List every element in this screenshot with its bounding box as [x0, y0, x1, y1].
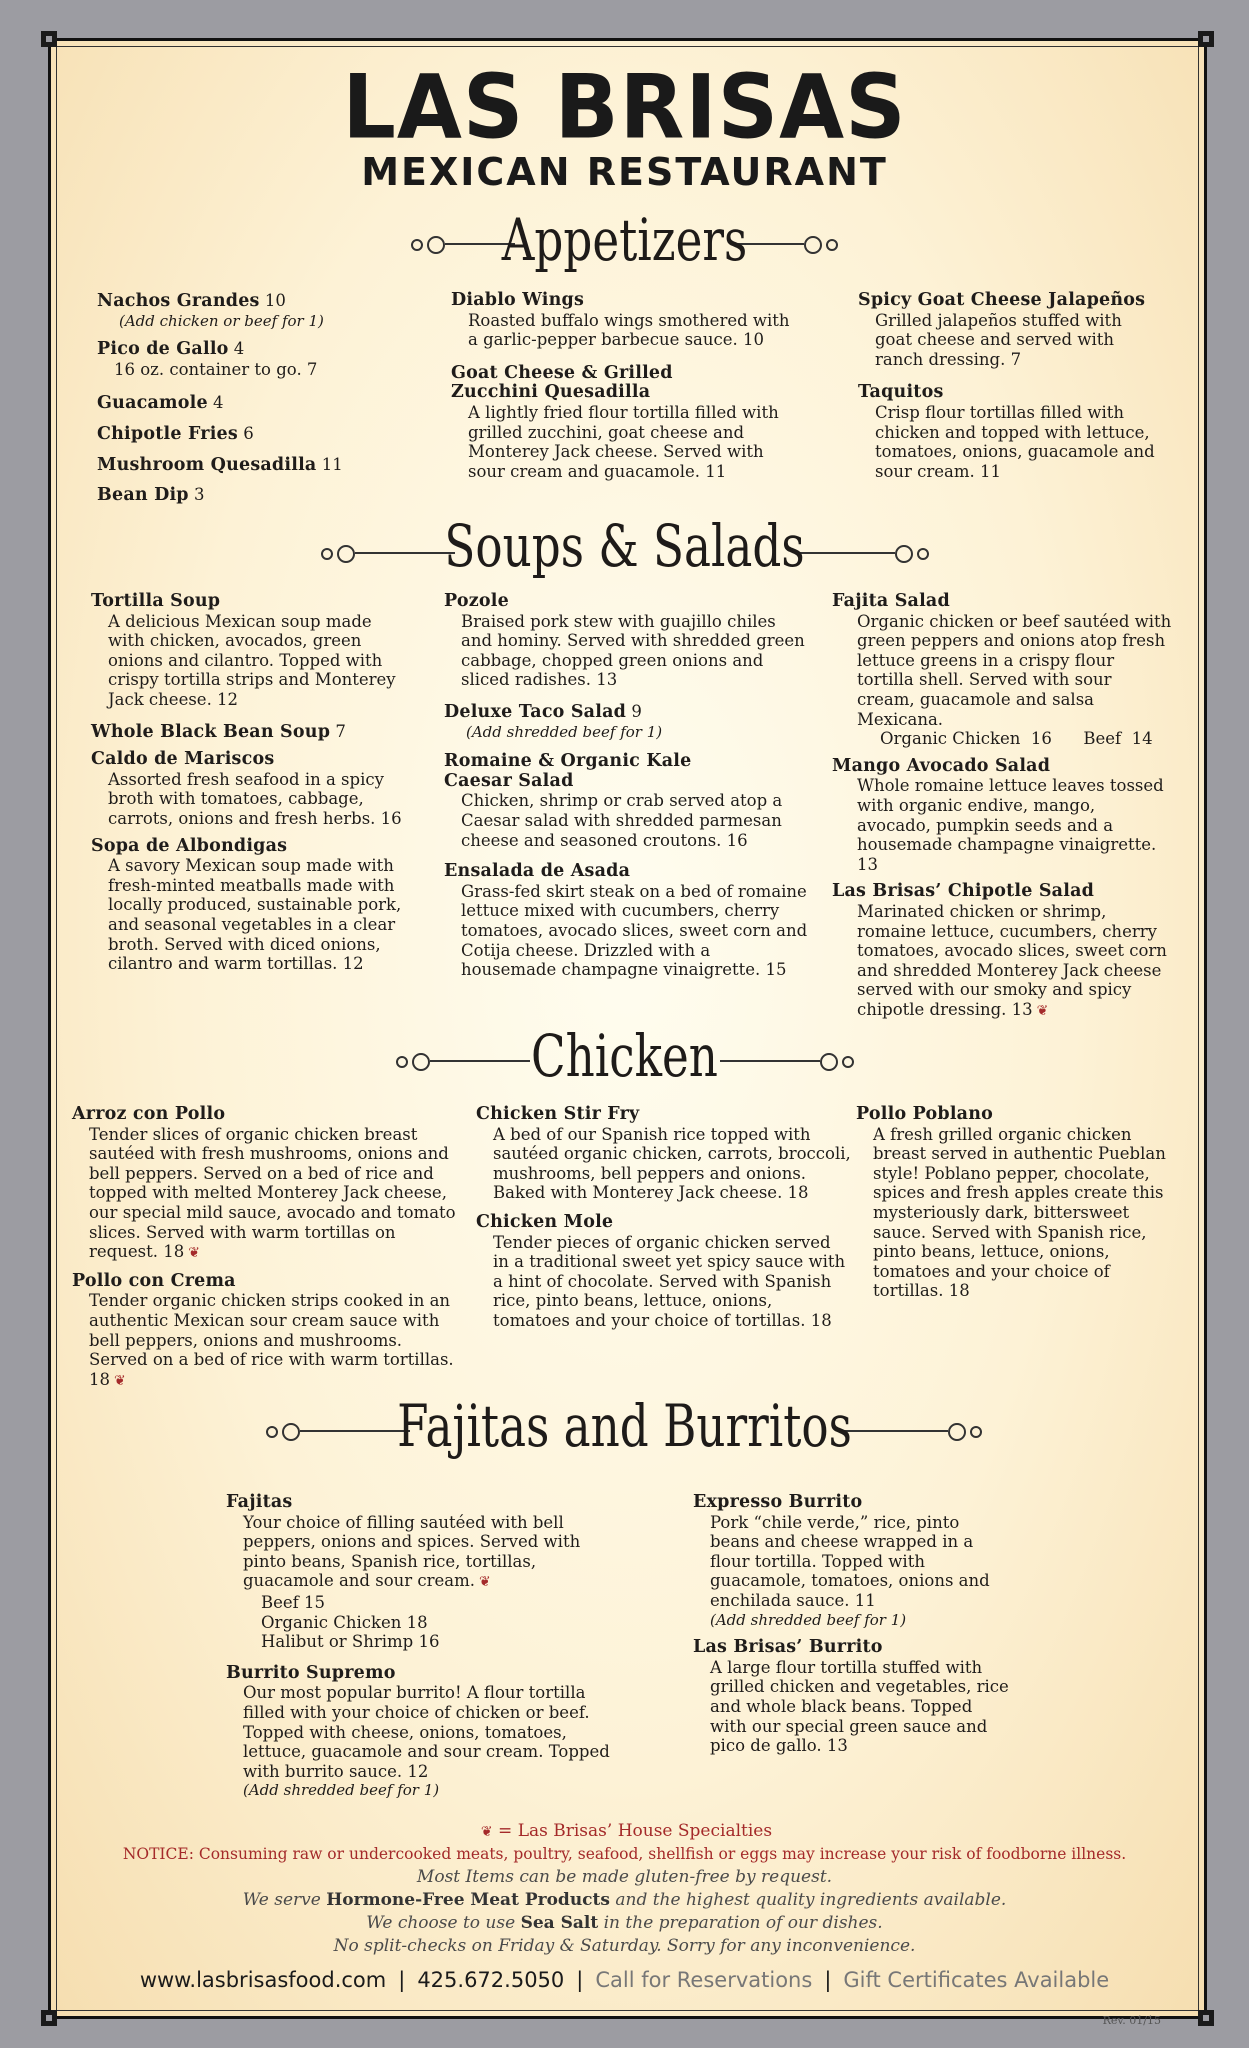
appetizers-column-3: [858, 291, 1163, 489]
menu-item: [476, 1105, 851, 1203]
menu-item: [476, 1213, 851, 1331]
menu-item: [97, 455, 417, 476]
fajitas-column-2: [693, 1493, 1013, 1764]
item-price: 7: [335, 721, 346, 741]
item-description: [832, 902, 1172, 1022]
item-name: Bean Dip: [97, 485, 189, 506]
item-description: Our most popular burrito! A flour tortilla filled with your choice of chicken or beef. Topped with cheese, onions, tomatoes, lettuce, guacamole and sour cream. Topped with burrito sauce. 12: [243, 1683, 610, 1781]
item-description: Roasted buffalo wings smothered with a garlic-pepper barbecue sauce. 10: [468, 310, 790, 350]
appetizers-column-2: [451, 291, 796, 489]
menu-item: [832, 592, 1172, 749]
item-note: (Add chicken or beef for 1): [119, 311, 324, 330]
item-name: Pozole: [444, 591, 509, 611]
item-description: [72, 1291, 462, 1391]
menu-item: [226, 1493, 626, 1652]
corner-ornament-icon: [1198, 31, 1214, 47]
menu-item: [444, 592, 809, 690]
corner-ornament-icon: [41, 31, 57, 47]
menu-item: [97, 339, 417, 379]
item-name: Deluxe Taco Salad: [444, 701, 627, 722]
item-name: Romaine & Organic Kale Caesar Salad: [444, 751, 692, 791]
menu-item: [72, 1105, 462, 1264]
menu-item: [444, 752, 809, 850]
item-description: Whole romaine lettuce leaves tossed with organic endive, mango, avocado, pumpkin seeds and a housemade champagne vinaigrette. 13: [857, 776, 1164, 874]
note-emphasis: Sea Salt: [520, 1913, 599, 1933]
food-safety-notice: NOTICE: Consuming raw or undercooked meats, poultry, seafood, shellfish or eggs may increase your risk of foodborne illness.: [122, 1845, 1127, 1863]
menu-item: [693, 1493, 1013, 1630]
menu-item: [97, 393, 417, 414]
specialty-legend: [0, 1820, 1249, 1844]
chicken-column-3: [856, 1105, 1181, 1309]
item-name: Spicy Goat Cheese Jalapeños: [858, 290, 1146, 310]
item-name: Fajitas: [226, 1492, 293, 1512]
item-name: Expresso Burrito: [693, 1492, 863, 1512]
phone-number[interactable]: 425.672.5050: [417, 1968, 565, 1992]
menu-item: [832, 757, 1172, 875]
menu-item: [832, 882, 1172, 1021]
menu-item: [693, 1638, 1013, 1756]
item-description: Braised pork stew with guajillo chiles and hominy. Served with shredded green cabbage, chopped green onions and sliced radishes. 13: [461, 611, 805, 690]
item-name: Las Brisas’ Chipotle Salad: [832, 881, 1095, 902]
house-specialty-icon: ❦: [188, 1245, 200, 1262]
divider: |: [824, 1968, 832, 1992]
item-name: Chicken Mole: [476, 1211, 614, 1232]
menu-item: [97, 291, 417, 331]
divider: |: [398, 1968, 406, 1992]
note-text: in the preparation of our dishes.: [603, 1913, 883, 1933]
item-options: Organic Chicken 16 Beef 14: [880, 729, 1153, 749]
fajitas-column-1: [226, 1493, 626, 1809]
item-name: Mushroom Quesadilla: [97, 454, 317, 475]
house-specialty-icon: ❦: [1036, 1002, 1049, 1019]
section-heading-fajitas-burritos: Fajitas and Burritos: [397, 1392, 852, 1460]
item-note: (Add shredded beef for 1): [243, 1781, 440, 1800]
item-name: Goat Cheese & Grilled Zucchini Quesadilla: [451, 362, 673, 403]
item-note: (Add shredded beef for 1): [710, 1610, 907, 1629]
item-name: Fajita Salad: [832, 591, 950, 611]
menu-item: [858, 383, 1163, 481]
item-price: 6: [243, 423, 254, 443]
item-description: Grass-fed skirt steak on a bed of romaine lettuce mixed with cucumbers, cherry tomatoes, avocado slices, sweet corn and Cotija cheese. Drizzled with a housemade champagne vinaigrette. 15: [461, 881, 808, 980]
menu-item: [226, 1664, 626, 1801]
note-text: We serve: [242, 1890, 321, 1910]
item-description: A delicious Mexican soup made with chicken, avocados, green onions and cilantro. Topped with crispy tortilla strips and Monterey Jack cheese. 12: [108, 611, 396, 709]
note-text: We choose to use: [366, 1913, 516, 1933]
item-name: Pico de Gallo: [97, 339, 229, 360]
menu-item: [451, 364, 796, 482]
item-price: 4: [213, 393, 224, 413]
item-description-text: Tender slices of organic chicken breast sautéed with fresh mushrooms, onions and bell peppers. Served on a bed of rice and topped with melted Monterey Jack cheese, our special mild sauce, avocado and tomato slices. Served with warm tortillas on request. 18: [89, 1124, 456, 1262]
menu-item: [444, 862, 809, 980]
item-option: Organic Chicken 18: [261, 1612, 428, 1632]
item-description-text: Marinated chicken or shrimp, romaine lettuce, cucumbers, cherry tomatoes, avocado slices, sweet corn and shredded Monterey Jack cheese served with our smoky and spicy chipotle dressing. 13: [857, 901, 1167, 1019]
item-price: 10: [264, 291, 286, 310]
item-description: A fresh grilled organic chicken breast served in authentic Pueblan style! Poblano pepper, chocolate, spices and fresh apples create this mysteriously dark, bittersweet sauce. Served with Spanish rice, pinto beans, lettuce, onions, tomatoes and your choice of tortillas. 18: [873, 1124, 1166, 1301]
menu-item: [91, 750, 411, 828]
menu-item: [97, 485, 417, 506]
item-name: Nachos Grandes: [97, 291, 260, 311]
house-specialty-icon: ❦: [480, 1824, 493, 1840]
item-description: Pork “chile verde,” rice, pinto beans and cheese wrapped in a flour tortilla. Topped with guacamole, tomatoes, onions and enchilada sauce. 11: [710, 1512, 990, 1610]
item-name: Guacamole: [97, 393, 208, 414]
item-name: Chipotle Fries: [97, 423, 238, 444]
item-price: 3: [194, 485, 205, 505]
item-name: Arroz con Pollo: [72, 1104, 226, 1124]
item-name: Pollo con Crema: [72, 1270, 236, 1291]
item-description: Chicken, shrimp or crab served atop a Caesar salad with shredded parmesan cheese and seasoned croutons. 16: [461, 791, 783, 850]
note-emphasis: Hormone-Free Meat Products: [326, 1890, 610, 1910]
menu-item: [451, 291, 796, 350]
item-description: A lightly fried flour tortilla filled with grilled zucchini, goat cheese and Monterey Jack cheese. Served with sour cream and guacamole. 11: [468, 402, 779, 481]
item-description: A savory Mexican soup made with fresh-minted meatballs made with locally produced, sustainable pork, and seasonal vegetables in a clear broth. Served with diced onions, cilantro and warm tortillas. 12: [108, 856, 402, 974]
section-heading-soups-salads: Soups & Salads: [444, 512, 805, 580]
item-description: [226, 1513, 626, 1593]
item-description: Crisp flour tortillas filled with chicken and topped with lettuce, tomatoes, onions, guacamole and sour cream. 11: [875, 402, 1155, 481]
meat-quality-note: [0, 1889, 1249, 1912]
item-name: Burrito Supremo: [226, 1662, 396, 1683]
chicken-column-2: [476, 1105, 851, 1339]
divider: |: [576, 1968, 584, 1992]
gift-certificates-text: Gift Certificates Available: [843, 1968, 1110, 1992]
item-description: [72, 1125, 462, 1264]
item-description: 16 oz. container to go. 7: [114, 359, 318, 379]
item-name: Chicken Stir Fry: [476, 1104, 640, 1124]
restaurant-subtitle: MEXICAN RESTAURANT: [361, 150, 888, 194]
revision-label: Rev. 01/15: [1102, 2014, 1161, 2027]
section-heading-chicken: Chicken: [531, 1022, 718, 1090]
menu-item: [91, 592, 411, 710]
soups-column-3: [832, 592, 1172, 1029]
item-price: 4: [233, 339, 245, 359]
item-description: A bed of our Spanish rice topped with sautéed organic chicken, carrots, broccoli, mushrooms, bell peppers and onions. Baked with Monterey Jack cheese. 18: [493, 1124, 851, 1203]
specialty-legend-text: = Las Brisas’ House Specialties: [498, 1821, 773, 1841]
split-check-note: No split-checks on Friday & Saturday. Sorry for any inconvenience.: [333, 1936, 916, 1956]
item-price: 9: [631, 701, 642, 721]
item-description-text: Tender organic chicken strips cooked in an authentic Mexican sour cream sauce with bell peppers, onions and mushrooms. Served on a bed of rice with warm tortillas. 18: [89, 1291, 454, 1389]
item-name: Sopa de Albondigas: [91, 835, 288, 856]
item-option: Beef 15: [261, 1592, 326, 1612]
item-name: Ensalada de Asada: [444, 861, 631, 882]
soups-column-1: [91, 592, 411, 982]
item-name: Whole Black Bean Soup: [91, 721, 331, 742]
house-specialty-icon: ❦: [114, 1372, 126, 1389]
item-price: 11: [321, 454, 343, 474]
item-option: Halibut or Shrimp 16: [261, 1632, 440, 1652]
house-specialty-icon: ❦: [479, 1574, 491, 1591]
item-description-text: Your choice of filling sautéed with bell peppers, onions and spices. Served with pinto beans, Spanish rice, tortillas, guacamole and sour cream.: [243, 1512, 581, 1591]
item-name: Tortilla Soup: [91, 591, 221, 611]
website-link[interactable]: www.lasbrisasfood.com: [139, 1968, 387, 1992]
soups-column-2: [444, 592, 809, 988]
menu-item: [444, 702, 809, 742]
item-description: Tender pieces of organic chicken served in a traditional sweet yet spicy sauce with a hint of chocolate. Served with Spanish rice, pinto beans, lettuce, onions, tomatoes and your choice of tortillas. 18: [493, 1232, 846, 1330]
sea-salt-note: [0, 1912, 1249, 1935]
item-description: Grilled jalapeños stuffed with goat cheese and served with ranch dressing. 7: [875, 310, 1122, 369]
item-description: Organic chicken or beef sautéed with green peppers and onions atop fresh lettuce greens in a crispy flour tortilla shell. Served with sour cream, guacamole and salsa Mexicana.: [857, 611, 1172, 729]
chicken-column-1: [72, 1105, 462, 1399]
item-name: Caldo de Mariscos: [91, 749, 275, 770]
item-name: Las Brisas’ Burrito: [693, 1637, 883, 1658]
menu-item: [858, 291, 1163, 369]
menu-item: [91, 722, 411, 743]
menu-item: [91, 837, 411, 974]
appetizers-column-1: [97, 291, 417, 514]
menu-item: [97, 424, 417, 445]
menu-item: [72, 1272, 462, 1392]
item-name: Pollo Poblano: [856, 1104, 994, 1124]
menu-item: [856, 1105, 1181, 1301]
item-name: Diablo Wings: [451, 290, 585, 310]
item-note: (Add shredded beef for 1): [466, 722, 663, 741]
gluten-free-note: Most Items can be made gluten-free by request.: [416, 1867, 833, 1887]
item-name: Taquitos: [858, 382, 944, 403]
restaurant-name: LAS BRISAS: [342, 55, 907, 159]
item-description: A large flour tortilla stuffed with grilled chicken and vegetables, rice and whole black beans. Topped with our special green sauce and pico de gallo. 13: [710, 1657, 1009, 1756]
note-text: and the highest quality ingredients available.: [615, 1890, 1007, 1910]
corner-ornament-icon: [41, 2010, 57, 2026]
item-description: Assorted fresh seafood in a spicy broth with tomatoes, cabbage, carrots, onions and fresh herbs. 16: [108, 769, 402, 828]
contact-footer: [0, 1968, 1249, 1992]
item-name: Mango Avocado Salad: [832, 755, 1051, 776]
reservations-text: Call for Reservations: [595, 1968, 813, 1992]
section-heading-appetizers: Appetizers: [501, 206, 748, 274]
corner-ornament-icon: [1198, 2010, 1214, 2026]
